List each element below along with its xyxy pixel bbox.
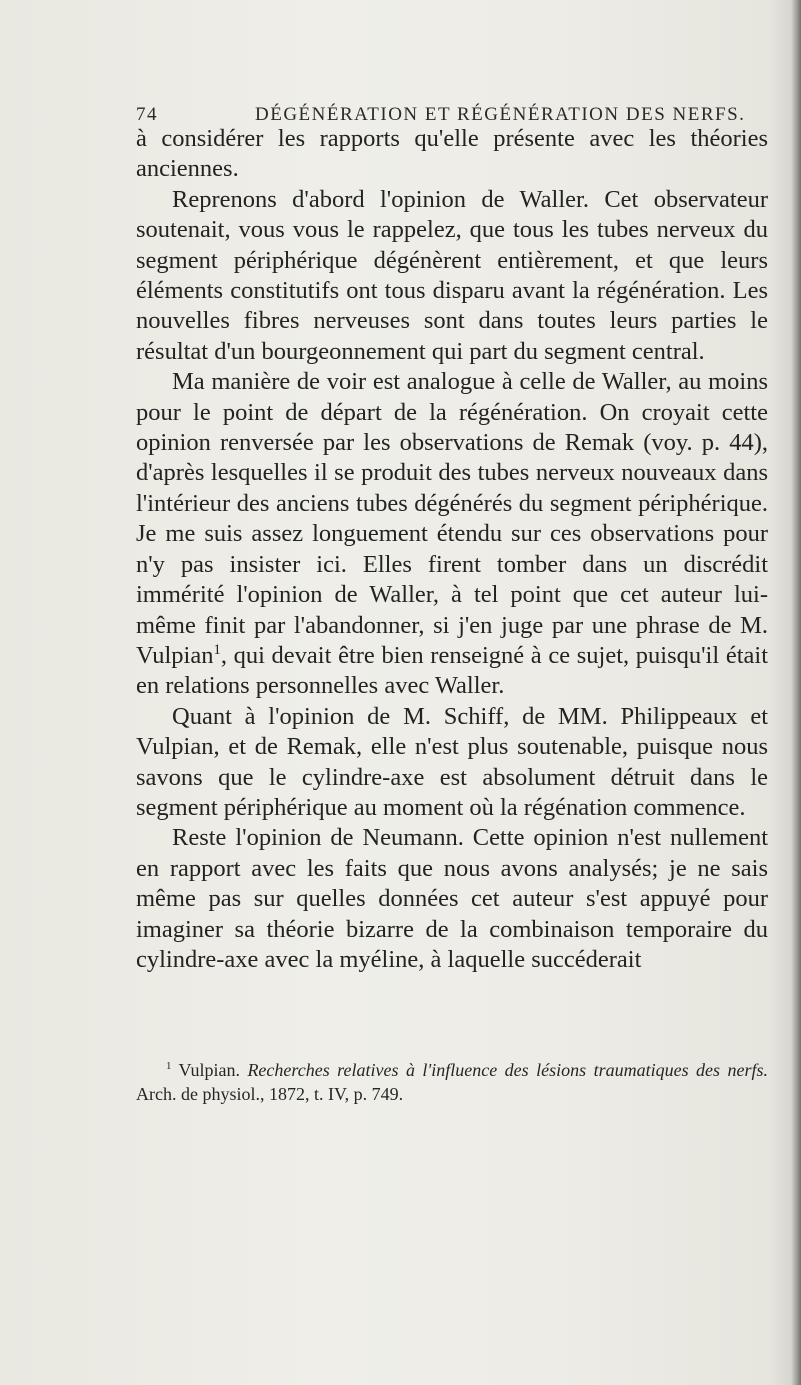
footnotes	[136, 1058, 768, 1106]
page-number: 74	[136, 104, 158, 125]
paragraph-continuation: à considérer les rapports qu'elle présente avec les théories anciennes.	[136, 125, 768, 183]
footnote	[136, 1058, 768, 1106]
body-text	[136, 124, 768, 975]
paragraph-remak-text: Ma manière de voir est analogue à celle de Waller, au moins pour le point de départ de la régénération. On croyait cette opinion renversée par les observations de Remak (voy. p. 44), d'après lesquelles il se produit des tubes nerveux nouveaux dans l'intérieur des anciens tubes dégénérés du segment périphérique. Je me suis assez longuement étendu sur ces observations pour n'y pas insister ici. Elles firent tomber dans un discrédit immérité l'opinion de Waller, à tel point que cet auteur lui-même finit par l'abandonner, si j'en juge par une phrase de M. Vulpian	[136, 368, 768, 669]
footnote-source: Arch. de physiol., 1872, t. IV, p. 749.	[136, 1084, 404, 1104]
paragraph-remak-text-end: , qui devait être bien renseigné à ce sujet, puisqu'il était en relations personnelles avec Waller.	[136, 641, 768, 700]
paragraph-remak	[136, 367, 768, 701]
paragraph-schiff: Quant à l'opinion de M. Schiff, de MM. Philippeaux et Vulpian, et de Remak, elle n'est plus soutenable, puisque nous savons que le cylindre-axe est absolument détruit dans le segment périphérique au moment où la régénation commence.	[136, 702, 768, 821]
paragraph-waller: Reprenons d'abord l'opinion de Waller. Cet observateur soutenait, vous vous le rappelez, que tous les tubes nerveux du segment périphérique dégénèrent entièrement, et que leurs éléments constitutifs ont tous disparu avant la régénération. Les nouvelles fibres nerveuses sont dans toutes leurs parties le résultat d'un bourgeonnement qui part du segment central.	[136, 185, 768, 365]
footnote-marker: 1	[166, 1060, 172, 1072]
page-edge-shadow	[791, 0, 801, 1385]
footnote-author: Vulpian.	[178, 1060, 240, 1080]
paragraph-neumann: Reste l'opinion de Neumann. Cette opinion n'est nullement en rapport avec les faits que nous avons analysés; je ne sais même pas sur quelles données cet auteur s'est appuyé pour imaginer sa théorie bizarre de la combinaison temporaire du cylindre-axe avec la myéline, à laquelle succéderait	[136, 824, 768, 973]
footnote-title: Recherches relatives à l'influence des lésions traumatiques des nerfs.	[247, 1060, 768, 1080]
footnote-reference: 1	[213, 641, 221, 658]
running-title: DÉGÉNÉRATION ET RÉGÉNÉRATION DES NERFS.	[255, 104, 746, 125]
